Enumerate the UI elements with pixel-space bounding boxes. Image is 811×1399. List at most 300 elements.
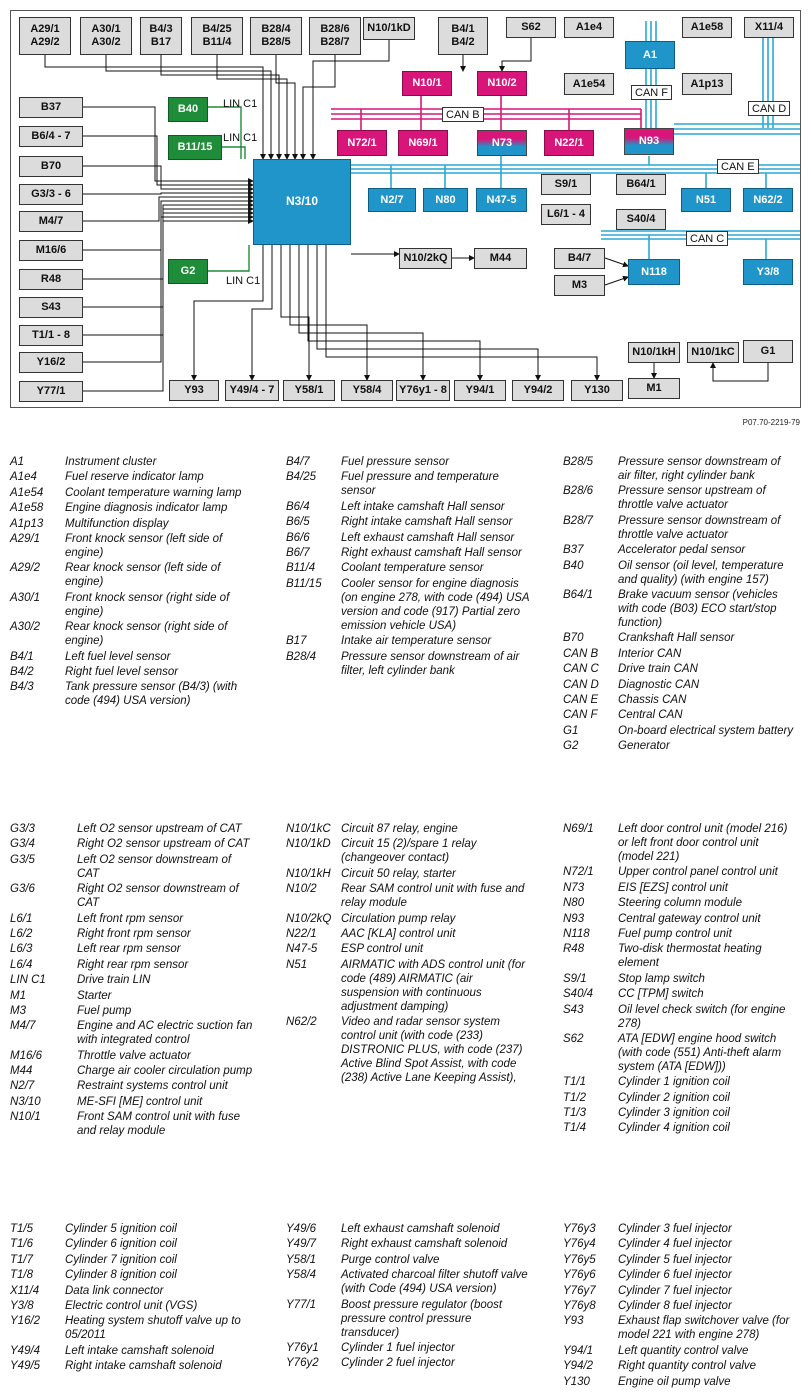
legend-code: G3/5 [10, 853, 35, 866]
legend-description: Cylinder 3 fuel injector [618, 1223, 732, 1235]
component-b286 [309, 17, 361, 55]
legend-row [10, 1079, 254, 1093]
legend-code: A30/2 [10, 621, 41, 634]
legend-description: Pressure sensor downstream of throttle valve actuator [618, 514, 781, 541]
component-y130 [571, 380, 623, 401]
component-b641 [616, 174, 666, 195]
legend-row [10, 1019, 254, 1047]
legend-description: Video and radar sensor system control unit (with code (233) DISTRONIC PLUS, with code (237) Active Blind Spot Assist, with code (238) Active Lane Keeping Assist), [341, 1016, 523, 1085]
component-label: Y77/1 [36, 385, 66, 398]
component-y494 [225, 380, 279, 401]
component-label: Y94/2 [523, 384, 553, 397]
legend-row [286, 1237, 530, 1251]
legend-code: N10/2 [286, 883, 317, 896]
legend-row [286, 577, 530, 633]
component-n721 [337, 130, 387, 156]
legend-code: N2/7 [10, 1080, 35, 1093]
legend-row [10, 1299, 254, 1313]
legend-description: Cylinder 3 ignition coil [618, 1107, 730, 1120]
bus-label-canf: CAN F [631, 85, 672, 100]
legend-description: Right O2 sensor downstream of CAT [77, 883, 239, 910]
legend-code: T1/5 [10, 1223, 34, 1235]
component-label: B11/4 [202, 36, 232, 48]
sensor-wire [303, 55, 335, 159]
component-label: N51 [695, 193, 717, 206]
legend-row [286, 650, 530, 678]
legend-code: T1/2 [563, 1091, 587, 1104]
legend-code: B37 [563, 544, 584, 557]
legend-code: G2 [563, 740, 579, 753]
component-g1 [743, 340, 793, 363]
legend-code: Y94/1 [563, 1344, 594, 1357]
legend-description: Right exhaust camshaft solenoid [341, 1238, 508, 1251]
legend-code: N10/1kH [286, 867, 331, 880]
component-m166 [19, 240, 83, 261]
lin-label: LIN C1 [223, 98, 258, 110]
component-g33 [19, 184, 83, 205]
legend-row [563, 1091, 795, 1105]
legend-description: Right rear rpm sensor [77, 958, 189, 971]
component-label: M16/6 [35, 244, 67, 257]
legend-description: Interior CAN [618, 647, 682, 660]
legend-row [10, 470, 254, 484]
component-label: N69/1 [408, 136, 438, 149]
legend-row [563, 912, 795, 926]
component-label: G1 [760, 345, 776, 358]
component-label: Y93 [184, 384, 204, 397]
component-a1p13 [682, 73, 732, 95]
legend-row [286, 1222, 530, 1236]
legend-column [286, 1222, 530, 1372]
component-label: M44 [489, 252, 512, 265]
legend-description: Pressure sensor upstream of throttle valve actuator [618, 485, 766, 512]
component-n73 [477, 130, 527, 156]
legend-description: Data link connector [65, 1284, 164, 1297]
legend-row [10, 561, 254, 589]
legend-description: Front SAM control unit with fuse and relay module [77, 1111, 240, 1138]
legend-column [10, 1222, 254, 1375]
legend-row [10, 1222, 254, 1236]
component-n102kq [399, 248, 452, 269]
component-label: M1 [646, 382, 662, 395]
actuator-wire [281, 245, 309, 380]
component-label: G3/3 - 6 [31, 188, 71, 201]
component-n101kh [628, 342, 680, 363]
legend-description: Fuel pressure and temperature sensor [341, 471, 499, 498]
legend-row [10, 517, 254, 531]
legend-code: Y130 [563, 1375, 590, 1388]
legend-description: Right intake camshaft solenoid [65, 1360, 222, 1373]
component-a1e54 [564, 73, 614, 95]
component-b284 [250, 17, 302, 55]
legend-code: A30/1 [10, 591, 41, 604]
legend-description: Two-disk thermostat heating element [618, 943, 762, 970]
component-label: B37 [40, 101, 62, 114]
legend-row [286, 1268, 530, 1296]
legend-row [286, 515, 530, 529]
legend-code: N3/10 [10, 1095, 41, 1108]
legend-description: Cylinder 1 fuel injector [341, 1341, 455, 1354]
legend-row [286, 1341, 530, 1355]
component-b37 [19, 97, 83, 118]
sensor-wire [83, 217, 253, 362]
legend-row [286, 455, 530, 469]
component-n102 [477, 71, 527, 96]
legend-description: Oil level check switch (for engine 278) [618, 1003, 786, 1030]
legend-row [10, 958, 254, 972]
component-label: A1 [642, 48, 658, 61]
legend-row [563, 708, 795, 722]
legend-code: G3/3 [10, 823, 35, 835]
component-label: Y76y1 - 8 [399, 384, 447, 397]
legend-description: Intake air temperature sensor [341, 635, 492, 648]
legend-description: Activated charcoal filter shutoff valve (with Code (494) USA version) [341, 1269, 528, 1296]
component-n118 [628, 259, 680, 285]
legend-row [10, 1344, 254, 1358]
legend-row [563, 881, 795, 895]
component-b41 [438, 17, 488, 55]
legend-code: S40/4 [563, 988, 594, 1001]
legend-code: Y94/2 [563, 1360, 594, 1373]
component-label: N73 [491, 136, 513, 149]
actuator-wire [252, 245, 272, 380]
sensor-wire [83, 209, 253, 307]
legend-description: Pressure sensor downstream of air filter, left cylinder bank [341, 650, 520, 677]
legend-description: Accelerator pedal sensor [618, 544, 746, 557]
legend-row [563, 1284, 795, 1298]
component-a1e4 [564, 17, 614, 38]
component-label: Y58/1 [294, 384, 324, 397]
legend-code: B17 [286, 635, 307, 648]
legend-row [563, 1106, 795, 1120]
legend-code: B11/4 [286, 562, 316, 575]
legend-description: Rear knock sensor (left side of engine) [65, 562, 221, 589]
legend-row [563, 972, 795, 986]
component-m1 [628, 378, 680, 399]
legend-code: Y58/1 [286, 1253, 317, 1266]
legend-code: Y16/2 [10, 1315, 41, 1328]
legend-row [286, 470, 530, 498]
component-label: Y94/1 [465, 384, 495, 397]
component-label: M4/7 [38, 215, 64, 228]
legend-row [563, 1075, 795, 1089]
legend-code: Y49/6 [286, 1223, 317, 1235]
legend-description: Steering column module [618, 897, 743, 910]
legend-row [563, 455, 795, 483]
legend-description: ME-SFI [ME] control unit [77, 1095, 203, 1108]
legend-row [10, 1284, 254, 1298]
legend-code: Y76y8 [563, 1299, 596, 1312]
legend-code: M44 [10, 1065, 33, 1078]
legend-description: Left O2 sensor upstream of CAT [77, 823, 242, 835]
lin-label: LIN C1 [226, 275, 261, 287]
legend-description: Left intake camshaft Hall sensor [341, 500, 505, 513]
component-label: S9/1 [554, 178, 578, 191]
legend-code: B6/4 [286, 500, 310, 513]
legend-code: N80 [563, 897, 585, 910]
component-label: N10/1 [412, 77, 442, 90]
legend-row [10, 1253, 254, 1267]
legend-code: B28/4 [286, 650, 317, 663]
legend-code: N10/1 [10, 1111, 41, 1124]
legend-description: Right intake camshaft Hall sensor [341, 516, 513, 529]
legend-row [563, 678, 795, 692]
legend-row [10, 620, 254, 648]
legend-description: Front knock sensor (right side of engine) [65, 591, 230, 618]
legend-code: N10/1kD [286, 838, 331, 851]
legend-description: CC [TPM] switch [618, 988, 704, 1001]
legend-code: N73 [563, 881, 585, 894]
legend-row [286, 822, 530, 836]
sensor-wire [83, 221, 253, 391]
legend-code: A1e58 [10, 502, 44, 515]
legend-row [563, 987, 795, 1001]
bus-label-cand: CAN D [748, 101, 790, 116]
component-y941 [454, 380, 506, 401]
component-b70 [19, 156, 83, 177]
legend-row [563, 588, 795, 630]
legend-row [286, 927, 530, 941]
legend-code: S62 [563, 1032, 584, 1045]
legend-description: Right fuel level sensor [65, 665, 179, 678]
legend-description: Engine and AC electric suction fan with integrated control [77, 1020, 253, 1047]
legend-row [286, 837, 530, 865]
legend-description: Electric control unit (VGS) [65, 1299, 198, 1312]
legend-code: T1/7 [10, 1253, 34, 1266]
legend-description: Left rear rpm sensor [77, 943, 181, 956]
legend-description: Fuel pump [77, 1004, 132, 1017]
legend-code: B64/1 [563, 588, 594, 601]
component-label: B4/1 [451, 23, 475, 36]
sensor-wire [83, 193, 253, 194]
legend-code: S9/1 [563, 972, 587, 985]
component-label: N62/2 [753, 193, 783, 206]
component-b64 [19, 126, 83, 147]
component-label: Y58/4 [352, 384, 382, 397]
legend-row [10, 1359, 254, 1373]
legend-description: Front knock sensor (left side of engine) [65, 532, 223, 559]
legend-code: M16/6 [10, 1049, 42, 1062]
component-label: B6/4 - 7 [31, 130, 71, 143]
legend-code: A1 [10, 456, 25, 468]
legend-code: T1/1 [563, 1076, 587, 1089]
legend-row [563, 927, 795, 941]
legend-row [563, 1253, 795, 1267]
legend-row [563, 559, 795, 587]
legend-row [286, 1253, 530, 1267]
legend-row [286, 882, 530, 910]
legend-code: B4/7 [286, 456, 310, 468]
legend-description: Left exhaust camshaft Hall sensor [341, 531, 515, 544]
component-label: Y16/2 [36, 356, 66, 369]
component-label: N72/1 [347, 136, 377, 149]
legend-code: N51 [286, 958, 308, 971]
legend-code: Y76y7 [563, 1284, 596, 1297]
legend-row [286, 500, 530, 514]
legend-description: Cylinder 7 fuel injector [618, 1284, 732, 1297]
component-label: A30/1 [91, 23, 121, 36]
legend-description: Instrument cluster [65, 456, 157, 468]
legend-row [563, 1222, 795, 1236]
legend-code: CAN D [563, 678, 599, 691]
legend-row [286, 546, 530, 560]
legend-row [563, 1268, 795, 1282]
component-label: N10/1kD [367, 22, 411, 35]
legend-column [563, 455, 795, 754]
component-t11 [19, 325, 83, 346]
legend-description: Multifunction display [65, 517, 169, 530]
component-label: B4/7 [567, 252, 592, 265]
legend-row [286, 561, 530, 575]
legend-description: Restraint systems control unit [77, 1080, 228, 1093]
legend-description: Central gateway control unit [618, 912, 761, 925]
legend-code: T1/3 [563, 1107, 587, 1120]
component-s91 [541, 174, 591, 195]
legend-row [563, 1375, 795, 1389]
legend-description: Cylinder 7 ignition coil [65, 1253, 177, 1266]
component-label: N2/7 [380, 193, 404, 206]
component-y584 [341, 380, 393, 401]
legend-description: Chassis CAN [618, 693, 687, 706]
component-l61 [541, 204, 591, 225]
legend-code: Y58/4 [286, 1269, 317, 1282]
component-label: A1e4 [575, 21, 603, 34]
legend-code: Y49/4 [10, 1344, 41, 1357]
legend-code: A1p13 [10, 517, 44, 530]
legend-code: B4/2 [10, 665, 34, 678]
component-label: Y130 [584, 384, 610, 397]
component-label: A29/1 [30, 23, 60, 36]
legend-description: Right quantity control valve [618, 1360, 757, 1373]
legend-code: N47-5 [286, 943, 318, 956]
component-n221 [544, 130, 594, 156]
legend-code: B28/5 [563, 456, 594, 468]
legend-code: B6/7 [286, 546, 310, 559]
component-label: B28/4 [261, 23, 291, 36]
legend-code: N22/1 [286, 927, 317, 940]
legend-description: Heating system shutoff valve up to 05/2011 [65, 1315, 241, 1342]
component-label: B4/25 [202, 23, 232, 36]
legend-description: Left O2 sensor downstream of CAT [77, 853, 232, 880]
component-label: N22/1 [554, 136, 584, 149]
legend-code: Y76y3 [563, 1223, 596, 1235]
component-label: A1e54 [572, 77, 606, 90]
legend-row [286, 1298, 530, 1340]
legend-code: T1/8 [10, 1269, 34, 1282]
legend-description: Generator [618, 740, 670, 753]
component-label: B28/6 [320, 23, 350, 36]
legend-code: CAN B [563, 647, 599, 660]
component-label: S62 [521, 21, 541, 34]
component-label: B28/7 [320, 36, 350, 48]
component-a1 [625, 41, 675, 69]
legend-column [563, 822, 795, 1137]
legend-description: Circuit 50 relay, starter [341, 867, 456, 880]
legend-row [10, 1095, 254, 1109]
bus-label-cane: CAN E [717, 159, 759, 174]
legend-description: Cylinder 8 fuel injector [618, 1299, 732, 1312]
legend-code: A1e54 [10, 486, 44, 499]
figure-id: P07.70-2219-79 [742, 418, 800, 427]
legend-code: M3 [10, 1004, 26, 1017]
legend-description: Left door control unit (model 216) or left front door control unit (model 221) [618, 823, 788, 863]
legend-row [563, 822, 795, 864]
legend-description: Cylinder 4 fuel injector [618, 1238, 732, 1251]
legend-description: Fuel pressure sensor [341, 456, 450, 468]
component-y93 [169, 380, 219, 401]
legend-description: On-board electrical system battery [618, 724, 794, 737]
component-a30 [80, 17, 132, 55]
legend-code: CAN E [563, 693, 599, 706]
legend-code: L6/1 [10, 912, 33, 925]
legend-description: Purge control valve [341, 1253, 440, 1266]
component-label: B17 [150, 36, 172, 48]
legend-description: Cylinder 4 ignition coil [618, 1122, 730, 1135]
legend-row [563, 693, 795, 707]
legend-row [563, 896, 795, 910]
wire [605, 277, 628, 285]
component-y581 [283, 380, 335, 401]
bus-label-canc: CAN C [686, 231, 728, 246]
legend-description: ATA [EDW] engine hood switch (with code (551) Anti-theft alarm system (ATA [EDW])) [618, 1032, 782, 1073]
component-label: L6/1 - 4 [547, 208, 585, 221]
component-label: B4/3 [149, 23, 173, 36]
legend-row [10, 1110, 254, 1138]
legend-description: Crankshaft Hall sensor [618, 632, 735, 645]
legend-row [563, 1314, 795, 1342]
legend-row [286, 634, 530, 648]
legend-row [563, 1032, 795, 1074]
legend-description: Cylinder 2 fuel injector [341, 1357, 455, 1370]
legend-row [563, 739, 795, 753]
component-label: B70 [40, 160, 62, 173]
actuator-wire [290, 245, 367, 380]
bus-label-canb: CAN B [442, 107, 484, 122]
legend-description: Tank pressure sensor (B4/3) (with code (494) USA version) [65, 681, 238, 708]
component-label: B40 [177, 103, 199, 116]
legend-row [10, 853, 254, 881]
legend-code: Y49/5 [10, 1360, 41, 1373]
legend-row [563, 865, 795, 879]
legend-row [10, 1268, 254, 1282]
component-y942 [512, 380, 564, 401]
legend-description: Central CAN [618, 709, 683, 722]
legend-row [10, 989, 254, 1003]
legend-row [563, 1237, 795, 1251]
legend-code: L6/3 [10, 943, 33, 956]
component-n475 [476, 188, 527, 212]
legend-description: AIRMATIC with ADS control unit (for code (489) AIRMATIC (air suspension with continuous adjustment damping) [341, 958, 526, 1013]
legend-code: L6/2 [10, 927, 33, 940]
component-n80 [423, 188, 468, 212]
legend-description: Starter [77, 989, 112, 1002]
legend-row [563, 484, 795, 512]
component-label: N10/2 [487, 77, 517, 90]
legend-description: Diagnostic CAN [618, 678, 700, 691]
legend-code: N62/2 [286, 1016, 317, 1029]
legend-code: T1/6 [10, 1238, 34, 1251]
legend-row [10, 882, 254, 910]
legend-row [563, 1359, 795, 1373]
legend-code: B4/25 [286, 471, 317, 484]
component-label: N93 [638, 135, 660, 148]
sensor-wire [83, 166, 253, 189]
legend-description: Fuel reserve indicator lamp [65, 471, 204, 484]
legend-code: CAN C [563, 663, 599, 676]
legend-row [286, 942, 530, 956]
legend-description: Circulation pump relay [341, 912, 456, 925]
legend-row [563, 647, 795, 661]
